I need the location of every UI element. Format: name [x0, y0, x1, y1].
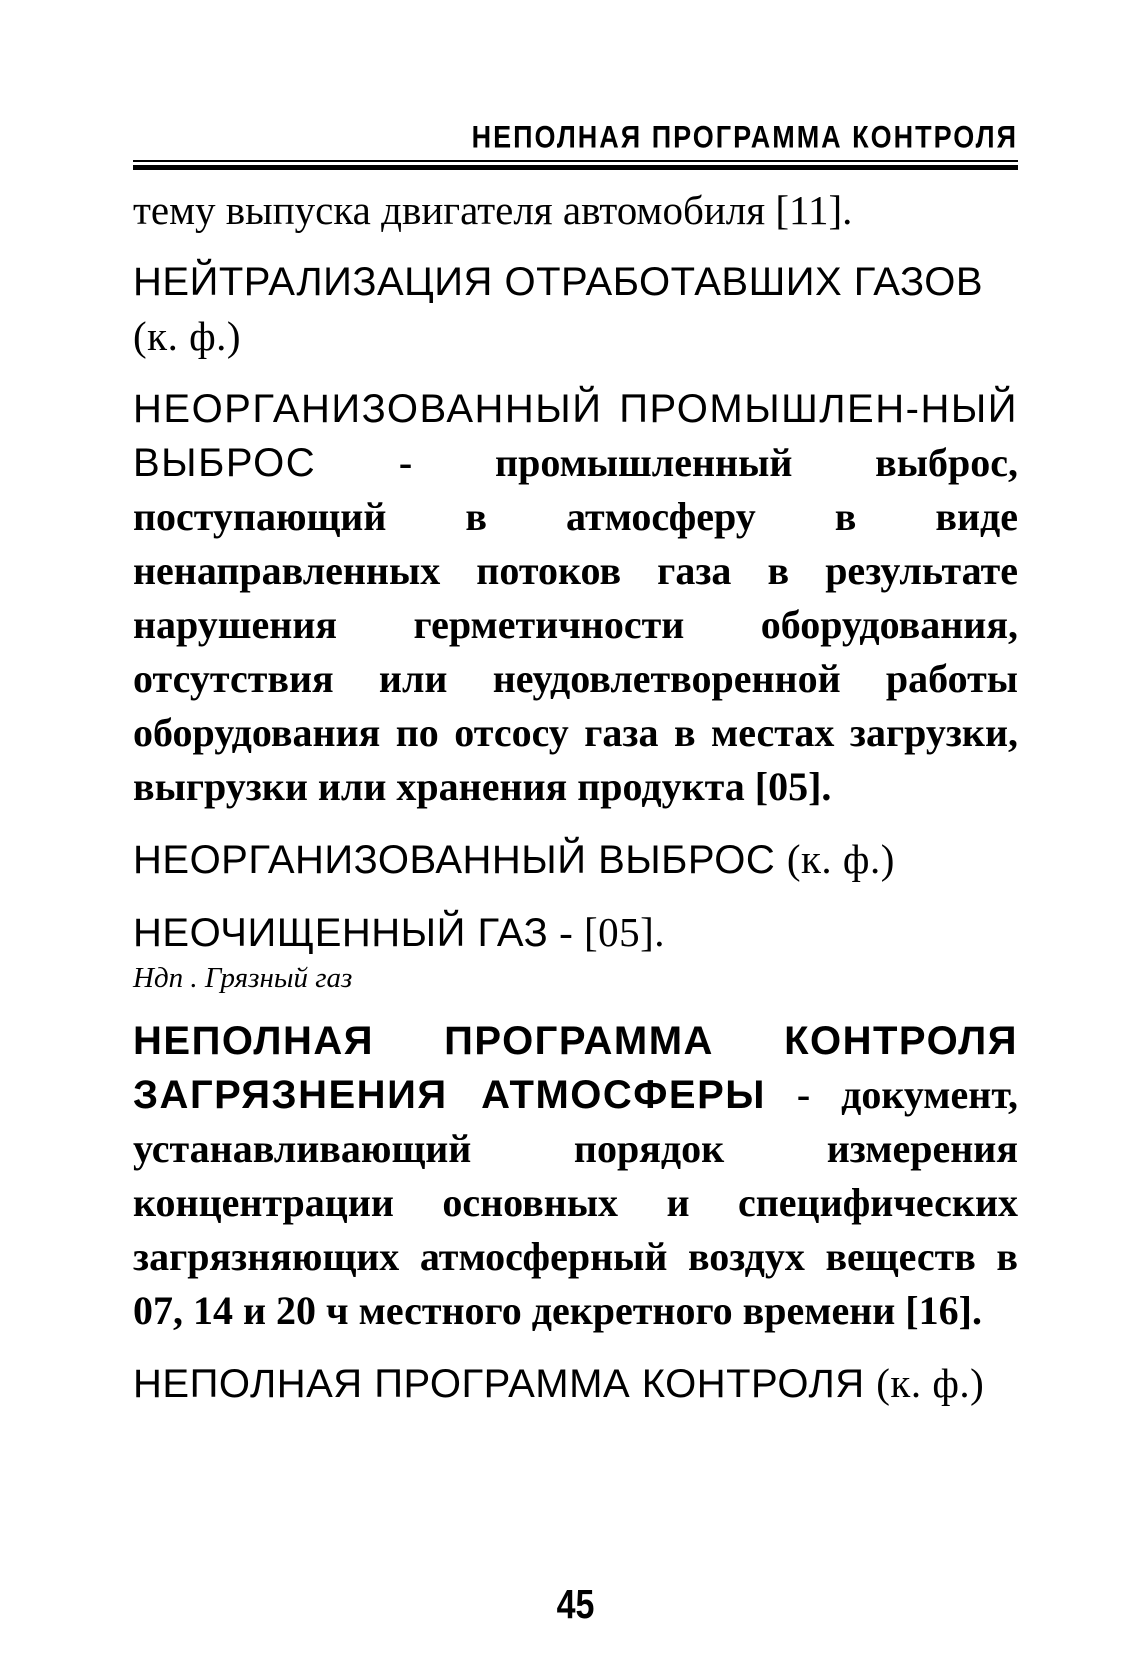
entry-incomplete-control-program-full	[133, 1014, 1018, 1338]
entry-term: НЕОРГАНИЗОВАННЫЙ ПРОМЫШЛЕН-НЫЙ ВЫБРОС	[133, 387, 1018, 485]
entry-note: Ндп . Грязный газ	[133, 962, 353, 994]
entry-term: НЕПОЛНАЯ ПРОГРАММА КОНТРОЛЯ ЗАГРЯЗНЕНИЯ АТМОСФЕРЫ	[133, 1019, 1018, 1117]
entry-term: НЕПОЛНАЯ ПРОГРАММА КОНТРОЛЯ	[133, 1362, 865, 1406]
page-number: 45	[556, 1582, 595, 1628]
entry-unorganized-industrial-emission	[133, 382, 1018, 814]
entry-definition: - документ, устанавливающий порядок измерения концентрации основных и специфических загрязняющих атмосферный воздух веществ в 07, 14 и 20 ч местного декретного времени [16].	[133, 1072, 1018, 1333]
cross-ref: (к. ф.)	[786, 836, 895, 882]
entry-neutralization-term: НЕЙТРАЛИЗАЦИЯ ОТРАБОТАВШИХ ГАЗОВ	[133, 260, 984, 304]
book-page	[133, 118, 1018, 1628]
entry-term: НЕОРГАНИЗОВАННЫЙ ВЫБРОС	[133, 838, 776, 882]
entry-unorganized-emission	[133, 832, 1018, 887]
cross-ref: (к. ф.)	[876, 1360, 985, 1406]
entry-reference: - [05].	[548, 909, 666, 955]
header-rule-thin	[133, 160, 1018, 162]
running-head-text: НЕПОЛНАЯ ПРОГРАММА КОНТРОЛЯ	[471, 120, 1018, 155]
entry-term: НЕОЧИЩЕННЫЙ ГАЗ	[133, 911, 549, 955]
entry-neutralization-ref	[133, 309, 1018, 364]
entry-raw-gas	[133, 905, 1018, 960]
running-head	[133, 118, 1018, 158]
continuation-text: тему выпуска двигателя автомобиля [11].	[133, 187, 853, 233]
cross-ref: (к. ф.)	[133, 313, 242, 359]
entry-incomplete-control-program	[133, 1356, 1018, 1411]
entry-definition: - промышленный выброс, поступающий в атмосферу в виде ненаправленных потоков газа в результате нарушения герметичности оборудования, отсутствия или неудовлетворенной работы оборудования по отсосу газа в местах загрузки, выгрузки или хранения продукта [05].	[133, 440, 1018, 809]
